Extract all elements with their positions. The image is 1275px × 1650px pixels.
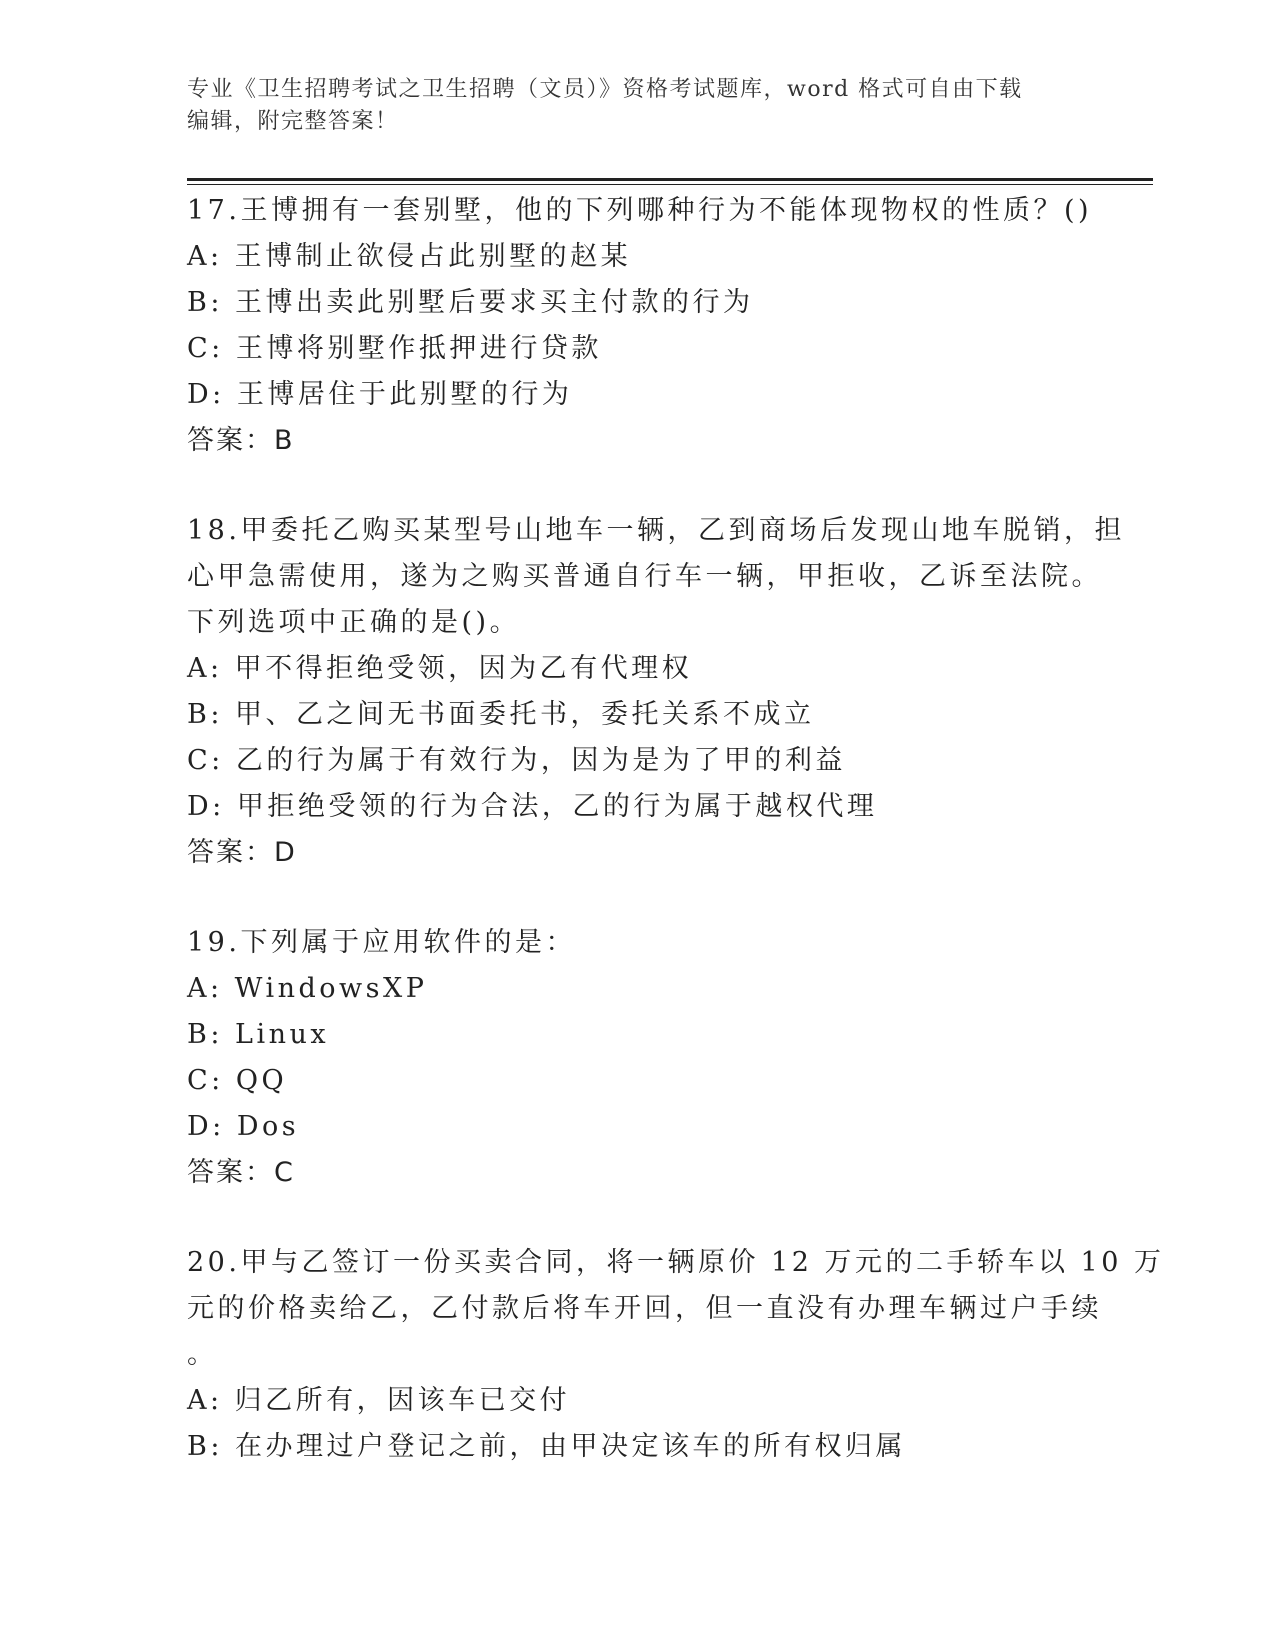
question-text-line-2: 元的价格卖给乙，乙付款后将车开回，但一直没有办理车辆过户手续 <box>187 1293 1102 1324</box>
question-text-line-1: 18.甲委托乙购买某型号山地车一辆，乙到商场后发现山地车脱销，担 <box>187 515 1125 546</box>
question-list <box>187 188 1165 1514</box>
header-rule-thick <box>187 178 1153 181</box>
page-header <box>187 74 1067 138</box>
option-b: B: 甲、乙之间无书面委托书，委托关系不成立 <box>187 699 815 730</box>
option-c: C: QQ <box>187 1065 288 1096</box>
question-text-line-2: 心甲急需使用，遂为之购买普通自行车一辆，甲拒收，乙诉至法院。 <box>187 561 1102 592</box>
answer: 答案：C <box>187 1157 295 1188</box>
header-rule-thin <box>187 184 1153 185</box>
question-text-line-3: 。 <box>187 1339 218 1370</box>
option-d: D: 甲拒绝受领的行为合法，乙的行为属于越权代理 <box>187 791 878 822</box>
answer: 答案：B <box>187 425 295 456</box>
question-17 <box>187 188 1093 464</box>
question-20 <box>187 1240 1165 1470</box>
question-text: 17.王博拥有一套别墅，他的下列哪种行为不能体现物权的性质？() <box>187 195 1093 226</box>
option-a: A: 甲不得拒绝受领，因为乙有代理权 <box>187 653 693 684</box>
header-line-1: 专业《卫生招聘考试之卫生招聘（文员）》资格考试题库，word 格式可自由下载 <box>187 77 1023 102</box>
option-d: D: Dos <box>187 1111 300 1142</box>
option-a: A: WindowsXP <box>187 973 428 1004</box>
question-text-line-3: 下列选项中正确的是()。 <box>187 607 521 638</box>
answer: 答案：D <box>187 837 297 868</box>
option-c: C: 乙的行为属于有效行为，因为是为了甲的利益 <box>187 745 846 776</box>
header-line-2: 编辑，附完整答案！ <box>187 109 399 134</box>
option-b: B: Linux <box>187 1019 330 1050</box>
question-text-line-1: 20.甲与乙签订一份买卖合同，将一辆原价 12 万元的二手轿车以 10 万 <box>187 1247 1165 1278</box>
option-b: B: 在办理过户登记之前，由甲决定该车的所有权归属 <box>187 1431 907 1462</box>
question-19 <box>187 920 1087 1196</box>
option-d: D: 王博居住于此别墅的行为 <box>187 379 573 410</box>
option-c: C: 王博将别墅作抵押进行贷款 <box>187 333 602 364</box>
question-text: 19.下列属于应用软件的是： <box>187 927 576 958</box>
question-18 <box>187 508 1125 876</box>
option-a: A: 归乙所有，因该车已交付 <box>187 1385 571 1416</box>
option-a: A: 王博制止欲侵占此别墅的赵某 <box>187 241 632 272</box>
option-b: B: 王博出卖此别墅后要求买主付款的行为 <box>187 287 754 318</box>
